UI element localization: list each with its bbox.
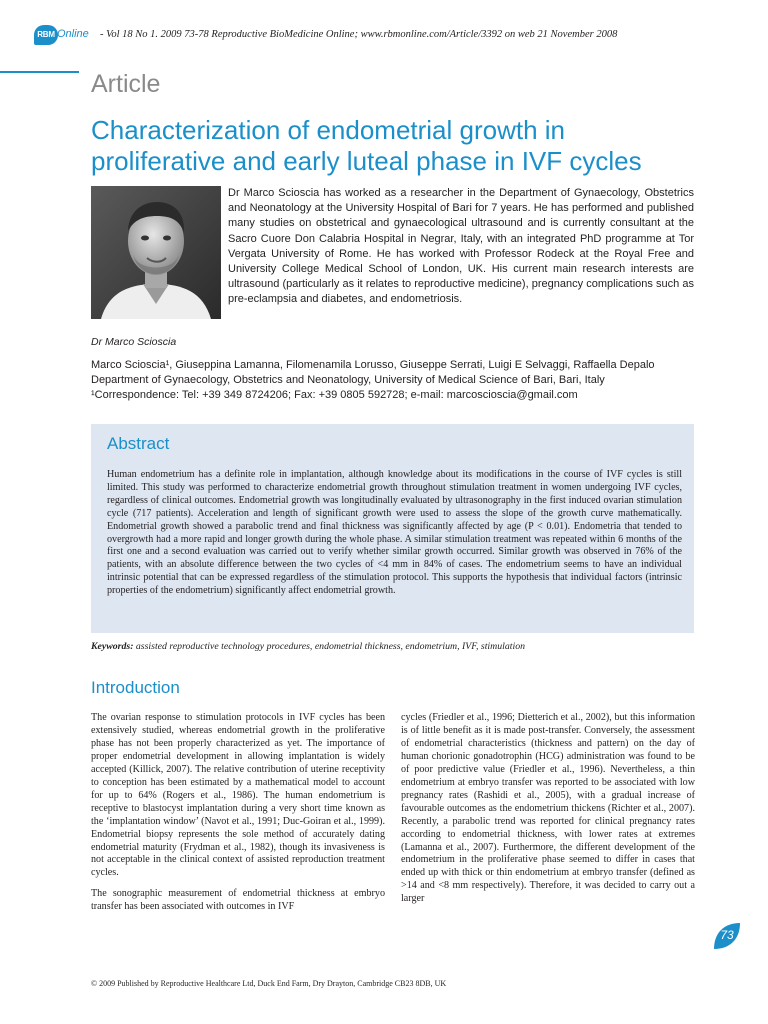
photo-caption: Dr Marco Scioscia bbox=[91, 336, 177, 348]
body-column-left bbox=[91, 712, 385, 922]
abstract-text: Human endometrium has a definite role in implantation, although knowledge about its modifications in the course of IVF cycles is still limited. This study was performed to characterize endometrial growth throughout stimulation treatment in women undergoing IVF cycles, regardless of clinical outcomes. Endometrial growth was longitudinally evaluated by ultrasonography in the first induced ovarian stimulation cycle (717 patients). Acceleration and length of significant growth were used to assess the slope of the growth curve mathematically. Endometrial growth showed a parabolic trend and final thickness was significantly affected by age (P < 0.01). Endometria that tended to overgrowth had a more rapid and longer growth during the whole phase. A similar stimulation treatment was repeated within 6 months of the first one and a second evaluation was carried out to verify whether similar growth occurred. Similar growth was observed in 76% of the patients, with an absolute difference between the two cycles of <4 mm in 84% of cases. The endometrium seems to have an individual intrinsic potential that can be expressed regardless of the stimulation protocol. This supports the hypothesis that individual factors (intrinsic properties of the endometrium) significantly affect endometrial growth. bbox=[107, 469, 682, 597]
header-rule bbox=[0, 71, 79, 73]
paragraph: The sonographic measurement of endometrial thickness at embryo transfer has been associated with outcomes in IVF bbox=[91, 888, 385, 913]
journal-citation: - Vol 18 No 1. 2009 73-78 Reproductive BioMedicine Online; www.rbmonline.com/Article/3392 on web 21 November 2008 bbox=[100, 29, 618, 40]
logo-badge: RBM bbox=[34, 25, 58, 45]
keywords-text: assisted reproductive technology procedures, endometrial thickness, endometrium, IVF, stimulation bbox=[133, 641, 525, 652]
abstract-heading: Abstract bbox=[107, 434, 170, 453]
author-block bbox=[91, 358, 711, 403]
author-portrait-icon bbox=[91, 186, 221, 319]
page-number-leaf-icon bbox=[712, 921, 742, 951]
title-line-2: proliferative and early luteal phase in IVF cycles bbox=[91, 146, 642, 176]
keywords bbox=[91, 641, 711, 652]
author-affiliation: Department of Gynaecology, Obstetrics and Neonatology, University of Medical Science of Bari, Bari, Italy bbox=[91, 374, 605, 386]
journal-logo bbox=[34, 25, 92, 45]
copyright-footer: © 2009 Published by Reproductive Healthcare Ltd, Duck End Farm, Dry Drayton, Cambridge CB23 8DB, UK bbox=[91, 979, 447, 988]
body-column-right bbox=[401, 712, 695, 914]
article-type-label: Article bbox=[91, 70, 161, 98]
author-correspondence: ¹Correspondence: Tel: +39 349 8724206; Fax: +39 0805 592728; e-mail: marcoscioscia@gmail.com bbox=[91, 389, 578, 401]
logo-text: Online bbox=[57, 28, 89, 40]
keywords-label: Keywords: bbox=[91, 641, 134, 652]
introduction-heading: Introduction bbox=[91, 678, 180, 697]
paragraph: The ovarian response to stimulation protocols in IVF cycles has been extensively studied, whereas endometrial growth in the proliferative phase has not been properly characterized as yet. The importance of proper endometrial development in allowing implantation is widely accepted (Killick, 2007). The relative contribution of uterine receptivity to conception has been estimated by a mathematical model to account for up to 64% (Rogers et al., 1986). The human endometrium is receptive to blastocyst implantation during a very short time known as the ‘implantation window’ (Navot et al., 1991; Duc-Goiran et al., 1999). Endometrial biopsy represents the sole method of accurately dating endometrial maturity (Frydman et al., 1982), though its invasiveness is not acceptable in the clinical context of assisted reproduction treatment cycles. bbox=[91, 712, 385, 879]
title-line-1: Characterization of endometrial growth in bbox=[91, 115, 566, 145]
paragraph: cycles (Friedler et al., 1996; Dietterich et al., 2002), but this information is of little benefit as it is made post-transfer. Conversely, the assessment of endometrial characteristics (thickness and pattern) on the day of human chorionic gonadotrophin (HCG) administration was found to be of poor predictive value (Friedler et al., 1996). Nevertheless, a thin endometrium at embryo transfer was reported to be associated with low pregnancy rates (Rashidi et al., 2005), with a gradual increase of favourable outcomes as the endometrium thickens (Richter et al., 2007). Recently, a parabolic trend was reported for clinical pregnancy rates according to endometrial thickness, with lower rates at extremes (Lamanna et al., 2007). Furthermore, the different development of the endometrium in the proliferative phase seemed to differ in cases that ended up with thick or thin endometrium at embryo transfer (defined as >14 and <8 mm respectively). Therefore, it was decided to carry out a larger bbox=[401, 712, 695, 905]
author-bio: Dr Marco Scioscia has worked as a researcher in the Department of Gynaecology, Obstetrics and Neonatology at the University Hospital of Bari for 7 years. He has performed and published many studies on obstetrical and gynaecological ultrasound and is currently consultant at the Sacro Cuore Don Calabria Hospital in Negrar, Italy, with an integrated PhD programme at Tor Vergata University of Rome. He has worked with Professor Rodeck at the Royal Free and University College Medical School of London, UK. His current main research interests are ultrasound (particularly as it relates to reproductive medicine), pregnancy complications such as pre-eclampsia and diabetes, and endometriosis. bbox=[228, 187, 694, 306]
article-title bbox=[91, 115, 731, 177]
author-names: Marco Scioscia¹, Giuseppina Lamanna, Filomenamila Lorusso, Giuseppe Serrati, Luigi E Selvaggi, Raffaella Depalo bbox=[91, 359, 655, 371]
page-number: 73 bbox=[720, 928, 734, 942]
